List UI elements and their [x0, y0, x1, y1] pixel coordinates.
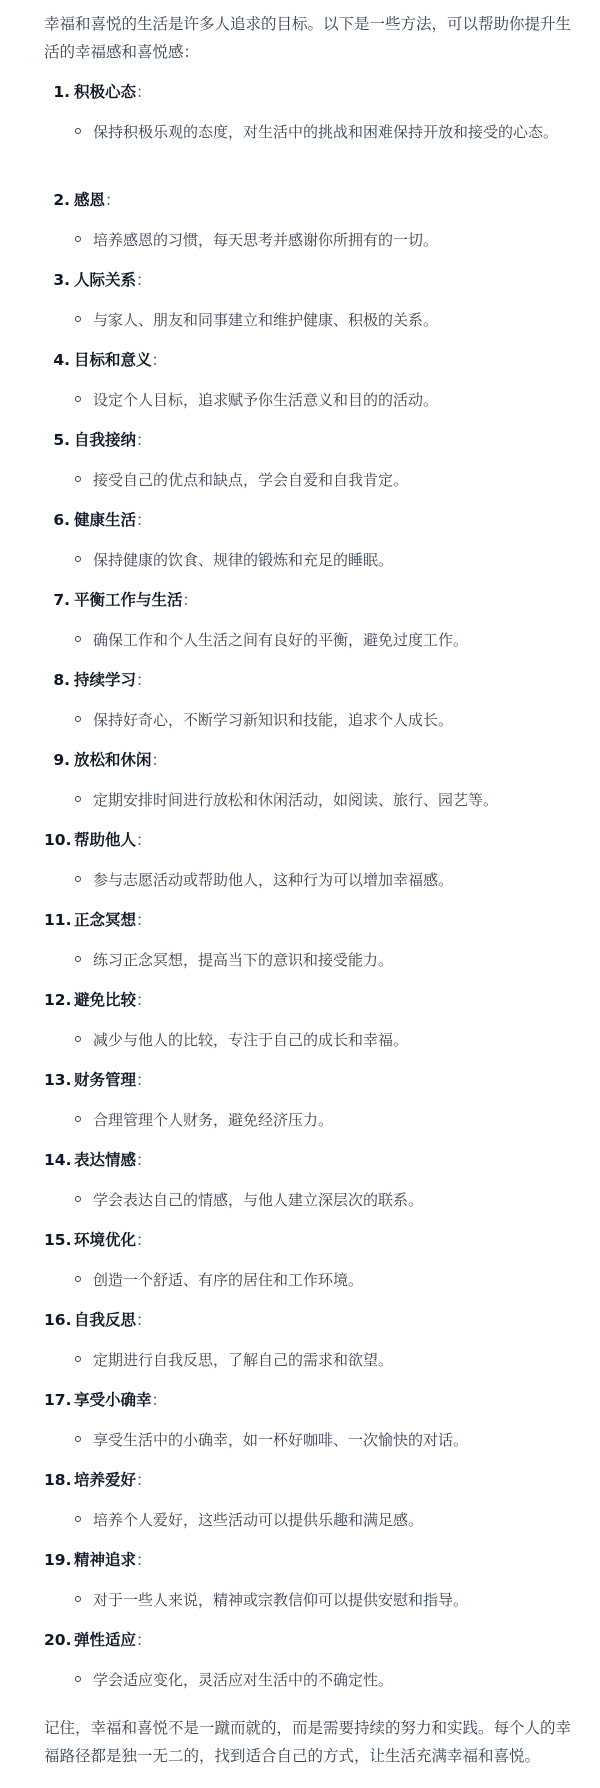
step-name: 帮助他人 — [74, 831, 137, 849]
step-number: 10. — [44, 831, 72, 849]
bullet-icon — [75, 1436, 81, 1442]
step-title — [44, 826, 152, 854]
step-colon: ： — [151, 1391, 168, 1409]
step-colon: ： — [136, 911, 152, 929]
step-detail-text: 设定个人目标，追求赋予你生活意义和目的的活动。 — [93, 391, 439, 409]
step-number: 7. — [53, 591, 70, 609]
step-title — [44, 1546, 152, 1574]
bullet-icon — [75, 1596, 81, 1602]
step-number: 18. — [44, 1471, 72, 1489]
step-colon: ： — [105, 191, 121, 209]
step-name: 表达情感 — [74, 1151, 137, 1169]
bullet-icon — [75, 876, 81, 882]
step-name: 积极心态 — [74, 83, 137, 101]
step-title — [44, 1226, 152, 1254]
list-item — [44, 1466, 576, 1546]
list-item — [44, 906, 576, 986]
intro-paragraph: 幸福和喜悦的生活是许多人追求的目标。以下是一些方法，可以帮助你提升生活的幸福感和喜悦感： — [44, 15, 572, 61]
step-name: 避免比较 — [74, 991, 137, 1009]
step-title — [44, 266, 152, 294]
bullet-icon — [75, 396, 81, 402]
step-colon: ： — [136, 991, 152, 1009]
bullet-icon — [75, 556, 81, 562]
step-name: 放松和休闲 — [74, 751, 152, 769]
step-colon: ： — [136, 1551, 152, 1569]
step-title — [44, 746, 167, 774]
step-detail — [93, 546, 576, 574]
bullet-icon — [75, 716, 81, 722]
step-title — [44, 906, 152, 934]
step-number: 8. — [53, 671, 70, 689]
step-title — [44, 1306, 152, 1334]
step-detail-text: 对于一些人来说，精神或宗教信仰可以提供安慰和指导。 — [93, 1591, 469, 1609]
step-name: 正念冥想 — [74, 911, 137, 929]
list-item — [44, 1626, 576, 1706]
step-detail — [93, 1346, 576, 1374]
bullet-icon — [75, 1676, 81, 1682]
list-item — [44, 826, 576, 906]
step-name: 弹性适应 — [74, 1631, 137, 1649]
step-detail — [93, 866, 576, 894]
list-item — [44, 586, 576, 666]
step-number: 20. — [44, 1631, 72, 1649]
step-detail — [93, 1666, 576, 1694]
step-title — [44, 186, 121, 214]
step-name: 持续学习 — [74, 671, 137, 689]
step-detail-text: 保持好奇心，不断学习新知识和技能，追求个人成长。 — [93, 711, 454, 729]
step-colon: ： — [182, 591, 199, 609]
step-detail — [93, 786, 576, 814]
step-title — [44, 506, 152, 534]
list-item — [44, 1066, 576, 1146]
steps-list — [44, 78, 576, 1706]
step-number: 15. — [44, 1231, 72, 1249]
step-number: 6. — [53, 511, 70, 529]
step-title — [44, 1626, 152, 1654]
step-colon: ： — [136, 271, 152, 289]
bullet-icon — [75, 1276, 81, 1282]
step-number: 19. — [44, 1551, 72, 1569]
step-colon: ： — [136, 1311, 152, 1329]
bullet-icon — [75, 956, 81, 962]
step-colon: ： — [136, 1071, 152, 1089]
list-item — [44, 266, 576, 346]
step-number: 14. — [44, 1151, 72, 1169]
bullet-icon — [75, 796, 81, 802]
step-name: 财务管理 — [74, 1071, 137, 1089]
step-detail-text: 保持积极乐观的态度，对生活中的挑战和困难保持开放和接受的心态。 — [93, 123, 559, 141]
step-detail-text: 练习正念冥想，提高当下的意识和接受能力。 — [93, 951, 394, 969]
step-detail-text: 确保工作和个人生活之间有良好的平衡，避免过度工作。 — [93, 631, 469, 649]
step-detail — [93, 1026, 576, 1054]
step-detail — [93, 1266, 576, 1294]
step-detail — [93, 706, 576, 734]
step-number: 12. — [44, 991, 72, 1009]
bullet-icon — [75, 636, 81, 642]
step-detail — [93, 386, 576, 414]
step-detail — [93, 1586, 576, 1614]
step-colon: ： — [136, 1471, 152, 1489]
list-item — [44, 746, 576, 826]
step-detail — [93, 226, 576, 254]
step-detail-text: 培养个人爱好，这些活动可以提供乐趣和满足感。 — [93, 1511, 424, 1529]
list-item — [44, 666, 576, 746]
step-colon: ： — [136, 1231, 152, 1249]
step-detail — [93, 1106, 576, 1134]
step-title — [44, 346, 167, 374]
step-name: 健康生活 — [74, 511, 137, 529]
step-colon: ： — [136, 431, 152, 449]
step-colon: ： — [136, 511, 152, 529]
step-number: 3. — [53, 271, 70, 289]
step-detail — [93, 118, 576, 146]
step-detail-text: 学会表达自己的情感，与他人建立深层次的联系。 — [93, 1191, 424, 1209]
list-item — [44, 1146, 576, 1226]
list-item — [44, 1306, 576, 1386]
step-colon: ： — [136, 1631, 152, 1649]
step-number: 11. — [44, 911, 72, 929]
step-colon: ： — [151, 351, 168, 369]
bullet-icon — [75, 1116, 81, 1122]
step-detail-text: 减少与他人的比较，专注于自己的成长和幸福。 — [93, 1031, 409, 1049]
step-detail-text: 享受生活中的小确幸，如一杯好咖啡、一次愉快的对话。 — [93, 1431, 469, 1449]
step-name: 精神追求 — [74, 1551, 137, 1569]
list-item — [44, 186, 576, 266]
list-item — [44, 1546, 576, 1626]
step-detail — [93, 1186, 576, 1214]
step-detail-text: 接受自己的优点和缺点，学会自爱和自我肯定。 — [93, 471, 409, 489]
step-title — [44, 1386, 167, 1414]
step-title — [44, 1066, 152, 1094]
step-colon: ： — [136, 671, 152, 689]
step-title — [44, 666, 152, 694]
list-item — [44, 1386, 576, 1466]
step-detail-text: 学会适应变化，灵活应对生活中的不确定性。 — [93, 1671, 394, 1689]
step-detail-text: 参与志愿活动或帮助他人，这种行为可以增加幸福感。 — [93, 871, 454, 889]
step-detail — [93, 626, 576, 654]
bullet-icon — [75, 1516, 81, 1522]
step-detail-text: 与家人、朋友和同事建立和维护健康、积极的关系。 — [93, 311, 439, 329]
step-detail — [93, 1426, 576, 1454]
step-number: 5. — [53, 431, 70, 449]
list-item — [44, 346, 576, 426]
step-colon: ： — [136, 83, 152, 101]
step-colon: ： — [151, 751, 168, 769]
step-name: 平衡工作与生活 — [74, 591, 183, 609]
list-item — [44, 1226, 576, 1306]
step-name: 人际关系 — [74, 271, 137, 289]
step-detail-text: 定期安排时间进行放松和休闲活动，如阅读、旅行、园艺等。 — [93, 791, 499, 809]
step-title — [44, 986, 152, 1014]
step-title — [44, 426, 152, 454]
list-item — [44, 426, 576, 506]
step-name: 环境优化 — [74, 1231, 137, 1249]
step-detail — [93, 1506, 576, 1534]
step-name: 目标和意义 — [74, 351, 152, 369]
bullet-icon — [75, 316, 81, 322]
step-number: 4. — [53, 351, 70, 369]
step-detail-text: 培养感恩的习惯，每天思考并感谢你所拥有的一切。 — [93, 231, 439, 249]
bullet-icon — [75, 236, 81, 242]
list-item — [44, 506, 576, 586]
step-number: 9. — [53, 751, 70, 769]
step-name: 享受小确幸 — [74, 1391, 152, 1409]
bullet-icon — [75, 1036, 81, 1042]
step-detail-text: 创造一个舒适、有序的居住和工作环境。 — [93, 1271, 364, 1289]
step-title — [44, 586, 198, 614]
step-detail-text: 合理管理个人财务，避免经济压力。 — [93, 1111, 334, 1129]
step-name: 培养爱好 — [74, 1471, 137, 1489]
step-detail-text: 定期进行自我反思，了解自己的需求和欲望。 — [93, 1351, 394, 1369]
step-number: 16. — [44, 1311, 72, 1329]
closing-paragraph: 记住，幸福和喜悦不是一蹴而就的，而是需要持续的努力和实践。每个人的幸福路径都是独一无二的，找到适合自己的方式，让生活充满幸福和喜悦。 — [44, 1719, 572, 1765]
bullet-icon — [75, 1356, 81, 1362]
step-colon: ： — [136, 831, 152, 849]
step-name: 感恩 — [74, 191, 106, 209]
step-detail — [93, 306, 576, 334]
step-name: 自我接纳 — [74, 431, 137, 449]
bullet-icon — [75, 476, 81, 482]
step-title — [44, 1146, 152, 1174]
step-number: 13. — [44, 1071, 72, 1089]
step-number: 1. — [53, 83, 70, 101]
step-detail-text: 保持健康的饮食、规律的锻炼和充足的睡眠。 — [93, 551, 394, 569]
step-title — [44, 78, 152, 106]
step-number: 17. — [44, 1391, 72, 1409]
step-detail — [93, 946, 576, 974]
list-item — [44, 986, 576, 1066]
step-title — [44, 1466, 152, 1494]
bullet-icon — [75, 1196, 81, 1202]
bullet-icon — [75, 128, 81, 134]
step-number: 2. — [53, 191, 70, 209]
step-name: 自我反思 — [74, 1311, 137, 1329]
list-item — [44, 78, 576, 186]
step-detail — [93, 466, 576, 494]
step-colon: ： — [136, 1151, 152, 1169]
